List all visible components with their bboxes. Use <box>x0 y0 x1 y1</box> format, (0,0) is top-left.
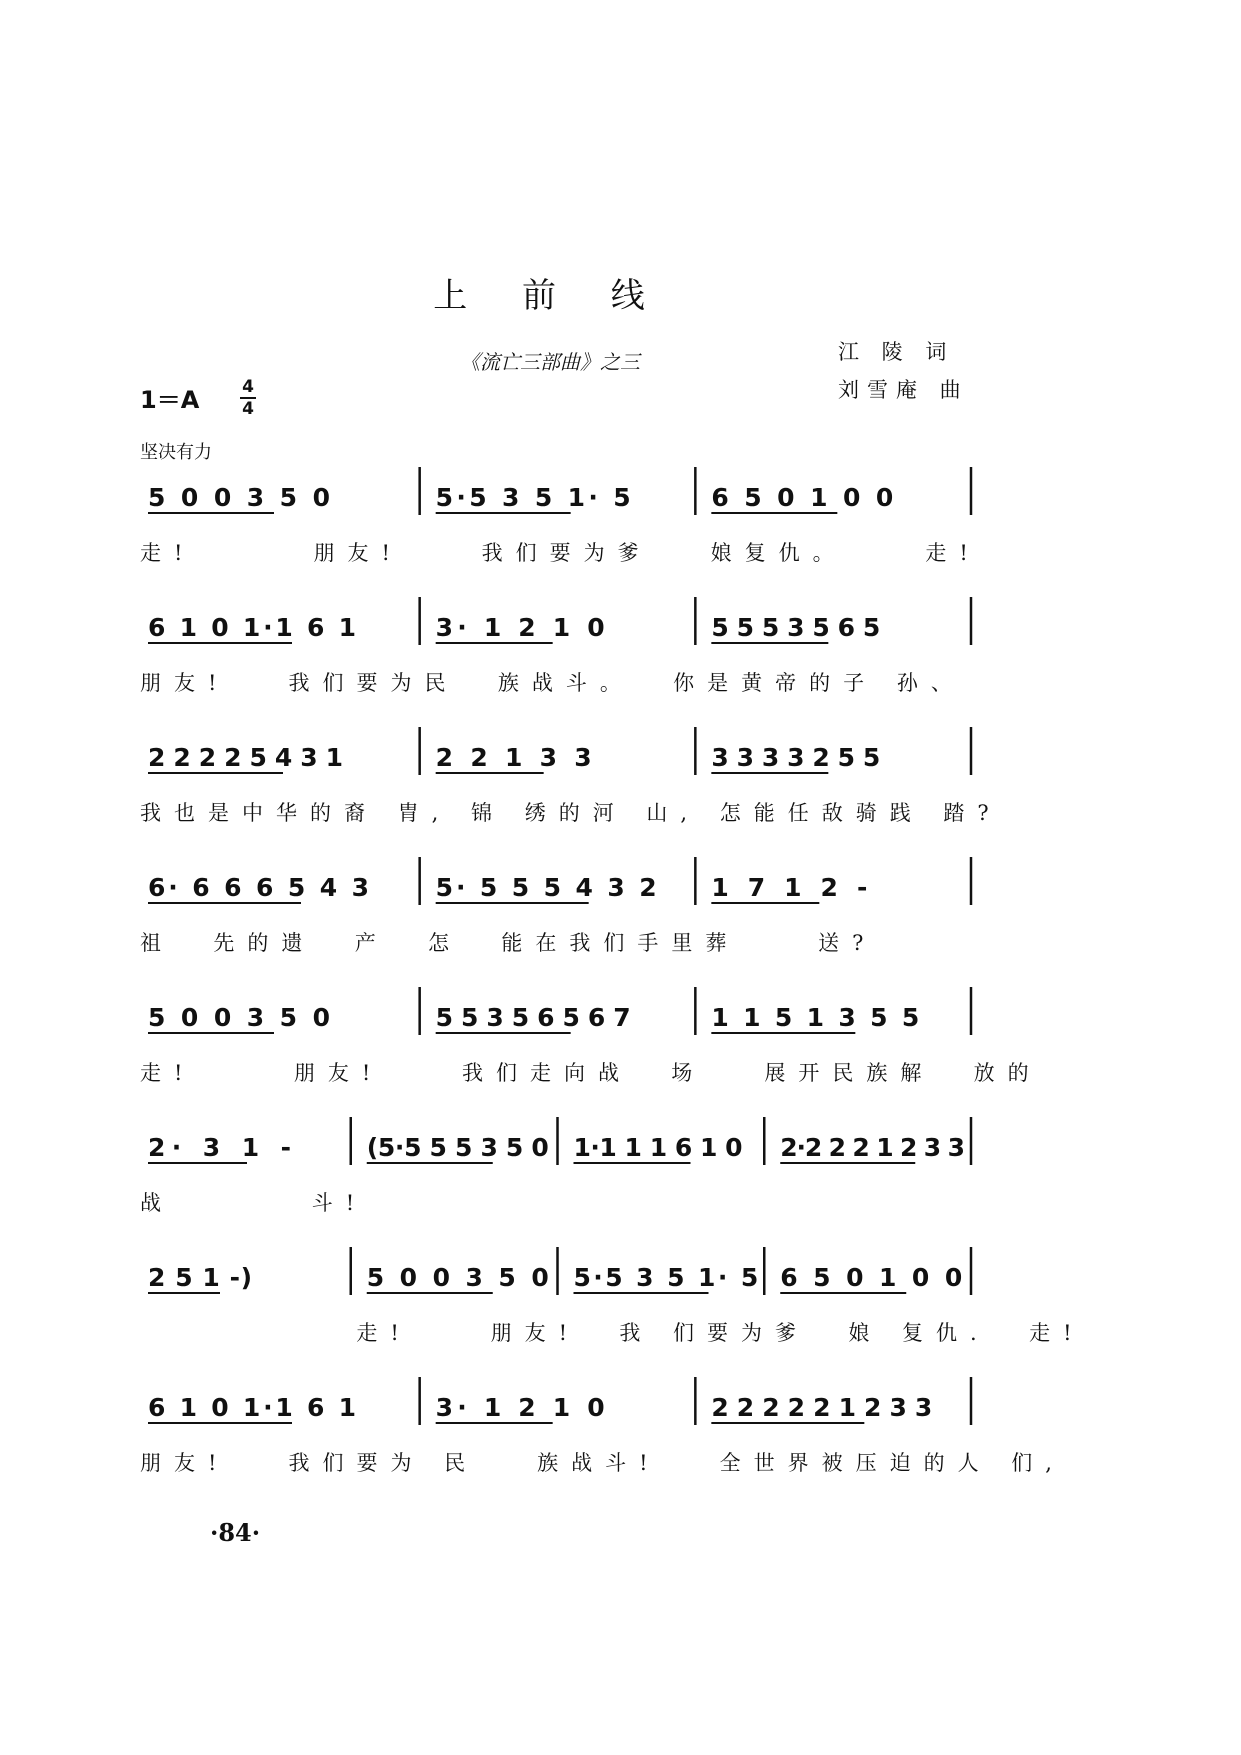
measure-notes: 5 5 3 5 6 5 6 7 <box>435 1003 631 1032</box>
measure-notes: 5 0 0 3 5 0 <box>148 483 330 512</box>
song-subtitle: 《流亡三部曲》之三 <box>460 350 640 374</box>
measure-notes: 3 3 3 3 2 5 5 <box>711 743 881 772</box>
lyric-line: 走! 朋友! 我 们要为爹 娘 复仇. 走! <box>140 1321 1085 1345</box>
measure-notes: 3· 1 2 1 0 <box>435 613 605 642</box>
measure-notes: 5·5 3 5 1· 5 <box>435 483 631 512</box>
measure-notes: 6 5 0 1 0 0 <box>780 1263 963 1292</box>
measure-notes: 2 2 1 3 3 <box>435 743 592 772</box>
time-signature-top: 4 <box>242 377 254 397</box>
measure-notes: 5·5 3 5 1· 5 <box>573 1263 759 1292</box>
lyric-line: 朋友! 我们要为民 族战斗。 你是黄帝的子 孙、 <box>140 671 965 695</box>
song-title: 上 前 线 <box>433 276 667 316</box>
lyric-line: 朋友! 我们要为 民 族战斗! 全世界被压迫的人 们, <box>140 1451 1065 1475</box>
measure-notes: 5· 5 5 5 4 3 2 <box>435 873 657 902</box>
page-number: ·84· <box>210 1518 261 1547</box>
tempo-marking: 坚决有力 <box>140 442 212 463</box>
measure-notes: 2·2 2 2 1 2 3 3 <box>780 1133 965 1162</box>
measure-notes: 2 2 2 2 2 1 2 3 3 <box>711 1393 933 1422</box>
measure-notes: 2· 3 1 - <box>148 1133 291 1162</box>
measure-notes: 6 5 0 1 0 0 <box>711 483 894 512</box>
composer-credit: 刘雪庵 曲 <box>838 378 969 402</box>
measure-notes: 5 5 5 3 5 6 5 <box>711 613 881 642</box>
lyric-line: 战 斗! <box>140 1191 368 1215</box>
measure-notes: 2 5 1 -) <box>148 1263 252 1292</box>
measure-notes: 5 0 0 3 5 0 <box>366 1263 549 1292</box>
measure-notes: 6 1 0 1·1 6 1 <box>148 1393 356 1422</box>
lyric-line: 走! 朋友! 我们要为爹 娘复仇。 走! <box>140 541 981 565</box>
lyric-line: 祖 先的遗 产 怎 能在我们手里葬 送? <box>140 931 877 955</box>
measure-notes: 6· 6 6 6 5 4 3 <box>148 873 369 902</box>
measure-notes: 6 1 0 1·1 6 1 <box>148 613 356 642</box>
lyricist-credit: 江 陵 词 <box>838 340 955 364</box>
measure-notes: 5 0 0 3 5 0 <box>148 1003 330 1032</box>
time-signature-bottom: 4 <box>242 399 254 419</box>
lyric-line: 我也是中华的裔 胄, 锦 绣的河 山, 怎能任敌骑践 踏? <box>140 801 1002 825</box>
key-signature: 1＝A <box>140 386 200 414</box>
lyric-line: 走! 朋友! 我们走向战 场 展开民族解 放的 <box>140 1061 1042 1085</box>
measure-notes: 1 1 5 1 3 5 5 <box>711 1003 920 1032</box>
measure-notes: 3· 1 2 1 0 <box>435 1393 605 1422</box>
measure-notes: 1·1 1 1 6 1 0 <box>573 1133 743 1162</box>
measure-notes: (5·5 5 5 3 5 0 <box>366 1133 549 1162</box>
measure-notes: 1 7 1 2 - <box>711 873 868 902</box>
measure-notes: 2 2 2 2 5 4 3 1 <box>148 743 343 772</box>
